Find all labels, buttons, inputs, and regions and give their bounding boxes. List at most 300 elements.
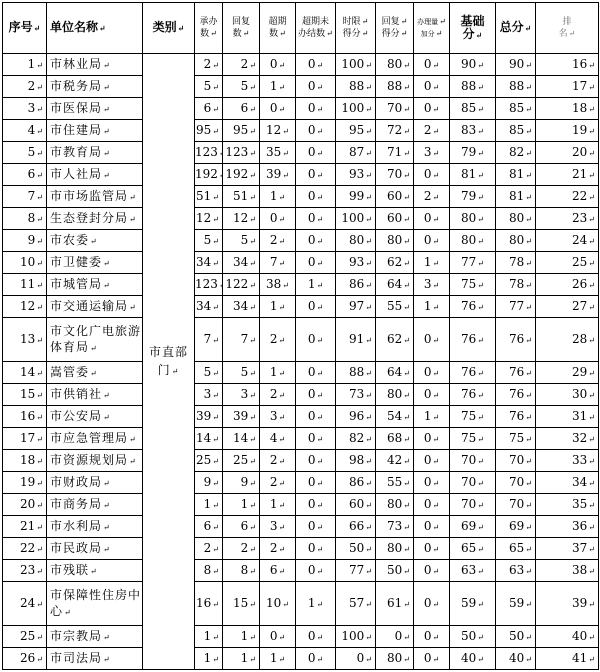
- header-seq: 序号 ↵: [3, 3, 47, 54]
- cell-seq-text: 10 ↵: [20, 255, 43, 269]
- cell-base-text: 70 ↵: [461, 453, 484, 467]
- table-row: [3, 494, 599, 516]
- cell-time-score: [336, 516, 376, 538]
- cell-bonus: [414, 494, 450, 516]
- cell-total: [496, 648, 536, 670]
- table-row: [3, 186, 599, 208]
- cell-base: [450, 230, 496, 252]
- table-row: [3, 318, 599, 362]
- cell-bonus: [414, 406, 450, 428]
- header-bonus: 办理量 ↵ 加分 ↵: [414, 3, 450, 54]
- cell-overdue: [260, 516, 296, 538]
- cell-name: [47, 164, 143, 186]
- cell-name-text: 市税务局 ↵: [50, 79, 111, 93]
- cell-seq: [3, 186, 47, 208]
- cell-bonus: [414, 428, 450, 450]
- cell-total: [496, 142, 536, 164]
- cell-name-text: 市司法局 ↵: [50, 651, 111, 665]
- cell-total-text: 88 ↵: [509, 79, 532, 93]
- cell-time-score-text: 100 ↵: [341, 211, 372, 225]
- cell-reply-score-text: 0 ↵: [395, 629, 410, 643]
- cell-replied: [223, 648, 260, 670]
- cell-replied-text: 34 ↵: [233, 299, 256, 313]
- cell-replied: [223, 164, 260, 186]
- cell-rank-text: 28 ↵: [572, 332, 595, 346]
- cell-reply-score-text: 61 ↵: [387, 596, 410, 610]
- cell-base: [450, 164, 496, 186]
- cell-replied-text: 34 ↵: [233, 255, 256, 269]
- cell-bonus-text: 0 ↵: [424, 233, 439, 247]
- cell-overdue-unfinished-text: 0 ↵: [308, 453, 323, 467]
- cell-reply-score: [376, 384, 414, 406]
- cell-replied: [223, 450, 260, 472]
- cell-reply-score-text: 55 ↵: [387, 475, 410, 489]
- cell-handled: [195, 274, 223, 296]
- cell-replied: [223, 494, 260, 516]
- cell-name: [47, 186, 143, 208]
- cell-name: [47, 428, 143, 450]
- cell-reply-score-text: 60 ↵: [387, 189, 410, 203]
- cell-base: [450, 318, 496, 362]
- cell-overdue-unfinished: [296, 98, 336, 120]
- cell-replied-text: 12 ↵: [233, 211, 256, 225]
- cell-overdue: [260, 538, 296, 560]
- cell-handled-text: 7 ↵: [204, 332, 219, 346]
- cell-time-score-text: 91 ↵: [349, 332, 372, 346]
- cell-seq: [3, 230, 47, 252]
- cell-overdue: [260, 626, 296, 648]
- cell-seq: [3, 252, 47, 274]
- cell-replied: [223, 406, 260, 428]
- cell-replied-text: 5 ↵: [241, 233, 256, 247]
- header-row: [3, 3, 599, 54]
- cell-bonus-text: 0 ↵: [424, 387, 439, 401]
- cell-rank-text: 37 ↵: [572, 541, 595, 555]
- cell-name: [47, 54, 143, 76]
- cell-base: [450, 516, 496, 538]
- cell-name-text: 市民政局 ↵: [50, 541, 111, 555]
- cell-bonus: [414, 362, 450, 384]
- cell-seq: [3, 54, 47, 76]
- cell-name-text: 市应急管理局 ↵: [50, 431, 137, 445]
- cell-name: [47, 76, 143, 98]
- cell-overdue-unfinished-text: 0 ↵: [308, 519, 323, 533]
- cell-seq: [3, 120, 47, 142]
- cell-bonus-text: 0 ↵: [424, 541, 439, 555]
- cell-overdue: [260, 428, 296, 450]
- cell-rank: [536, 648, 599, 670]
- cell-overdue-text: 0 ↵: [270, 629, 285, 643]
- cell-overdue-unfinished: [296, 164, 336, 186]
- cell-overdue: [260, 54, 296, 76]
- cell-replied: [223, 252, 260, 274]
- cell-overdue-text: 39 ↵: [266, 167, 289, 181]
- cell-overdue: [260, 274, 296, 296]
- cell-bonus-text: 0 ↵: [424, 596, 439, 610]
- cell-name-text: 市保障性住房中心 ↵: [50, 588, 141, 618]
- cell-base-text: 79 ↵: [461, 145, 484, 159]
- cell-bonus-text: 3 ↵: [424, 277, 439, 291]
- cell-bonus-text: 0 ↵: [424, 497, 439, 511]
- cell-overdue: [260, 472, 296, 494]
- cell-bonus: [414, 142, 450, 164]
- table-row: [3, 98, 599, 120]
- cell-time-score: [336, 252, 376, 274]
- cell-replied: [223, 384, 260, 406]
- cell-rank: [536, 274, 599, 296]
- cell-reply-score: [376, 450, 414, 472]
- cell-overdue-text: 4 ↵: [270, 431, 285, 445]
- cell-total: [496, 560, 536, 582]
- cell-base: [450, 98, 496, 120]
- cell-overdue: [260, 76, 296, 98]
- scores-table: [2, 2, 599, 670]
- cell-total: [496, 582, 536, 626]
- cell-overdue-text: 2 ↵: [270, 475, 285, 489]
- cell-name-text: 市宗教局 ↵: [50, 629, 111, 643]
- cell-seq-text: 13 ↵: [20, 332, 43, 346]
- cell-bonus: [414, 296, 450, 318]
- cell-rank-text: 20 ↵: [572, 145, 595, 159]
- cell-overdue-unfinished-text: 0 ↵: [308, 563, 323, 577]
- cell-handled: [195, 164, 223, 186]
- cell-reply-score: [376, 142, 414, 164]
- cell-handled-text: 16 ↵: [196, 596, 219, 610]
- cell-name-text: 市公安局 ↵: [50, 409, 111, 423]
- cell-time-score-text: 73 ↵: [349, 387, 372, 401]
- cell-bonus-text: 0 ↵: [424, 519, 439, 533]
- cell-overdue-unfinished-text: 0 ↵: [308, 651, 323, 665]
- cell-rank-text: 30 ↵: [572, 387, 595, 401]
- cell-name: [47, 120, 143, 142]
- cell-replied-text: 15 ↵: [233, 596, 256, 610]
- cell-overdue-unfinished: [296, 142, 336, 164]
- cell-bonus-text: 0 ↵: [424, 629, 439, 643]
- cell-total-text: 76 ↵: [509, 332, 532, 346]
- cell-bonus: [414, 538, 450, 560]
- cell-name-text: 市农委 ↵: [50, 233, 98, 247]
- cell-seq-text: 1 ↵: [28, 57, 43, 71]
- header-handled: 承办 数 ↵: [195, 3, 223, 54]
- cell-total-text: 70 ↵: [509, 497, 532, 511]
- cell-time-score: [336, 54, 376, 76]
- cell-overdue: [260, 142, 296, 164]
- table-row: [3, 626, 599, 648]
- cell-time-score: [336, 472, 376, 494]
- cell-name: [47, 406, 143, 428]
- cell-base-text: 76 ↵: [461, 332, 484, 346]
- cell-time-score: [336, 98, 376, 120]
- cell-reply-score-text: 73 ↵: [387, 519, 410, 533]
- header-category: 类别 ↵: [143, 3, 195, 54]
- cell-base-text: 50 ↵: [461, 629, 484, 643]
- cell-base-text: 65 ↵: [461, 541, 484, 555]
- cell-base-text: 83 ↵: [461, 123, 484, 137]
- cell-rank: [536, 296, 599, 318]
- cell-time-score-text: 66 ↵: [349, 519, 372, 533]
- cell-overdue-unfinished: [296, 54, 336, 76]
- cell-overdue-unfinished-text: 0 ↵: [308, 409, 323, 423]
- cell-total-text: 63 ↵: [509, 563, 532, 577]
- cell-replied-text: 5 ↵: [241, 79, 256, 93]
- cell-time-score: [336, 142, 376, 164]
- cell-replied: [223, 274, 260, 296]
- cell-overdue-unfinished-text: 0 ↵: [308, 365, 323, 379]
- header-reply-score: 回复 ↵ 得分 ↵: [376, 3, 414, 54]
- cell-handled-text: 5 ↵: [204, 233, 219, 247]
- cell-total-text: 76 ↵: [509, 409, 532, 423]
- cell-overdue-unfinished: [296, 648, 336, 670]
- cell-reply-score: [376, 296, 414, 318]
- cell-bonus: [414, 274, 450, 296]
- cell-reply-score-text: 54 ↵: [387, 409, 410, 423]
- cell-handled: [195, 208, 223, 230]
- cell-total-text: 85 ↵: [509, 101, 532, 115]
- cell-reply-score: [376, 406, 414, 428]
- cell-overdue-unfinished: [296, 384, 336, 406]
- cell-seq-text: 18 ↵: [20, 453, 43, 467]
- cell-reply-score-text: 80 ↵: [387, 651, 410, 665]
- cell-replied-text: 7 ↵: [241, 332, 256, 346]
- cell-seq: [3, 362, 47, 384]
- cell-overdue-unfinished: [296, 428, 336, 450]
- cell-name: [47, 472, 143, 494]
- cell-seq-text: 4 ↵: [28, 123, 43, 137]
- header-time-score: 时限 ↵ 得分 ↵: [336, 3, 376, 54]
- cell-reply-score-text: 80 ↵: [387, 497, 410, 511]
- cell-base-text: 70 ↵: [461, 497, 484, 511]
- cell-time-score-text: 99 ↵: [349, 189, 372, 203]
- cell-seq: [3, 582, 47, 626]
- cell-handled-text: 6 ↵: [204, 519, 219, 533]
- cell-replied: [223, 296, 260, 318]
- cell-base: [450, 450, 496, 472]
- cell-reply-score: [376, 582, 414, 626]
- cell-replied-text: 8 ↵: [241, 563, 256, 577]
- cell-overdue-text: 1 ↵: [270, 651, 285, 665]
- cell-reply-score: [376, 120, 414, 142]
- cell-handled: [195, 582, 223, 626]
- cell-rank-text: 31 ↵: [572, 409, 595, 423]
- cell-rank: [536, 252, 599, 274]
- cell-handled-text: 5 ↵: [204, 79, 219, 93]
- cell-seq: [3, 296, 47, 318]
- cell-overdue-text: 2 ↵: [270, 541, 285, 555]
- cell-bonus: [414, 76, 450, 98]
- cell-rank-text: 29 ↵: [572, 365, 595, 379]
- cell-time-score-text: 88 ↵: [349, 365, 372, 379]
- cell-base-text: 88 ↵: [461, 79, 484, 93]
- cell-total: [496, 406, 536, 428]
- cell-handled: [195, 626, 223, 648]
- cell-seq: [3, 428, 47, 450]
- cell-time-score-text: 98 ↵: [349, 453, 372, 467]
- cell-rank-text: 32 ↵: [572, 431, 595, 445]
- cell-overdue-unfinished-text: 0 ↵: [308, 189, 323, 203]
- cell-bonus-text: 0 ↵: [424, 211, 439, 225]
- cell-time-score: [336, 582, 376, 626]
- cell-name: [47, 98, 143, 120]
- cell-bonus-text: 0 ↵: [424, 79, 439, 93]
- cell-handled: [195, 648, 223, 670]
- cell-overdue-unfinished-text: 0 ↵: [308, 101, 323, 115]
- cell-base-text: 76 ↵: [461, 387, 484, 401]
- table-row: [3, 648, 599, 670]
- cell-handled-text: 3 ↵: [204, 387, 219, 401]
- cell-bonus: [414, 230, 450, 252]
- cell-total-text: 75 ↵: [509, 431, 532, 445]
- cell-overdue: [260, 186, 296, 208]
- cell-overdue: [260, 318, 296, 362]
- cell-base: [450, 582, 496, 626]
- cell-base-text: 63 ↵: [461, 563, 484, 577]
- cell-name-text: 嵩管委 ↵: [50, 365, 98, 379]
- cell-overdue-text: 1 ↵: [270, 79, 285, 93]
- cell-seq-text: 3 ↵: [28, 101, 43, 115]
- cell-name: [47, 538, 143, 560]
- cell-total: [496, 428, 536, 450]
- cell-time-score: [336, 494, 376, 516]
- cell-overdue-text: 7 ↵: [270, 255, 285, 269]
- cell-bonus: [414, 120, 450, 142]
- cell-base-text: 75 ↵: [461, 409, 484, 423]
- cell-seq-text: 24 ↵: [20, 596, 43, 610]
- cell-rank: [536, 450, 599, 472]
- cell-name-text: 市供销社 ↵: [50, 387, 111, 401]
- cell-time-score: [336, 450, 376, 472]
- cell-base-text: 79 ↵: [461, 189, 484, 203]
- cell-handled-text: 9 ↵: [204, 475, 219, 489]
- cell-base: [450, 76, 496, 98]
- cell-total-text: 70 ↵: [509, 453, 532, 467]
- cell-total-text: 69 ↵: [509, 519, 532, 533]
- cell-seq: [3, 626, 47, 648]
- cell-overdue-unfinished: [296, 120, 336, 142]
- cell-bonus: [414, 54, 450, 76]
- cell-handled: [195, 516, 223, 538]
- cell-reply-score-text: 80 ↵: [387, 541, 410, 555]
- cell-replied-text: 1 ↵: [241, 651, 256, 665]
- cell-overdue-text: 6 ↵: [270, 563, 285, 577]
- cell-reply-score: [376, 472, 414, 494]
- cell-overdue-unfinished: [296, 252, 336, 274]
- cell-handled: [195, 252, 223, 274]
- cell-base: [450, 120, 496, 142]
- cell-name: [47, 296, 143, 318]
- cell-base-text: 80 ↵: [461, 233, 484, 247]
- cell-bonus: [414, 186, 450, 208]
- cell-replied-text: 2 ↵: [241, 541, 256, 555]
- cell-overdue: [260, 164, 296, 186]
- cell-seq-text: 12 ↵: [20, 299, 43, 313]
- cell-name: [47, 494, 143, 516]
- cell-overdue-text: 2 ↵: [270, 233, 285, 247]
- cell-replied-text: 9 ↵: [241, 475, 256, 489]
- cell-rank: [536, 582, 599, 626]
- cell-overdue-unfinished: [296, 450, 336, 472]
- cell-overdue-text: 1 ↵: [270, 299, 285, 313]
- cell-bonus-text: 1 ↵: [424, 409, 439, 423]
- cell-rank: [536, 120, 599, 142]
- cell-replied-text: 1 ↵: [241, 629, 256, 643]
- cell-total: [496, 164, 536, 186]
- cell-bonus-text: 3 ↵: [424, 145, 439, 159]
- cell-time-score: [336, 76, 376, 98]
- cell-total: [496, 538, 536, 560]
- cell-time-score: [336, 230, 376, 252]
- cell-overdue-unfinished-text: 1 ↵: [308, 596, 323, 610]
- cell-total-text: 82 ↵: [509, 145, 532, 159]
- cell-rank-text: 38 ↵: [572, 563, 595, 577]
- cell-total-text: 50 ↵: [509, 629, 532, 643]
- cell-reply-score-text: 50 ↵: [387, 563, 410, 577]
- table-row: [3, 516, 599, 538]
- cell-reply-score: [376, 208, 414, 230]
- cell-base: [450, 252, 496, 274]
- cell-base: [450, 560, 496, 582]
- cell-bonus: [414, 98, 450, 120]
- cell-total-text: 78 ↵: [509, 277, 532, 291]
- cell-overdue-text: 3 ↵: [270, 519, 285, 533]
- cell-name-text: 生态登封分局 ↵: [50, 211, 137, 225]
- cell-rank: [536, 384, 599, 406]
- cell-overdue: [260, 98, 296, 120]
- cell-time-score-text: 80 ↵: [349, 233, 372, 247]
- cell-time-score: [336, 384, 376, 406]
- cell-rank: [536, 230, 599, 252]
- cell-overdue-text: 0 ↵: [270, 57, 285, 71]
- cell-handled-text: 192 ↵: [195, 167, 223, 181]
- cell-overdue-text: 2 ↵: [270, 453, 285, 467]
- cell-time-score-text: 93 ↵: [349, 167, 372, 181]
- cell-reply-score-text: 72 ↵: [387, 123, 410, 137]
- cell-base: [450, 494, 496, 516]
- cell-bonus-text: 0 ↵: [424, 563, 439, 577]
- cell-replied: [223, 538, 260, 560]
- cell-base-text: 70 ↵: [461, 475, 484, 489]
- cell-rank: [536, 560, 599, 582]
- cell-base-text: 80 ↵: [461, 211, 484, 225]
- cell-base-text: 76 ↵: [461, 365, 484, 379]
- cell-name-text: 市资源规划局 ↵: [50, 453, 137, 467]
- cell-name: [47, 626, 143, 648]
- cell-reply-score: [376, 538, 414, 560]
- cell-overdue-text: 0 ↵: [270, 101, 285, 115]
- cell-seq-text: 2 ↵: [28, 79, 43, 93]
- cell-rank-text: 23 ↵: [572, 211, 595, 225]
- cell-seq: [3, 450, 47, 472]
- cell-overdue-unfinished-text: 0 ↵: [308, 497, 323, 511]
- cell-seq: [3, 142, 47, 164]
- header-base: 基础 分 ↵: [450, 3, 496, 54]
- cell-rank: [536, 208, 599, 230]
- cell-bonus: [414, 582, 450, 626]
- cell-rank: [536, 538, 599, 560]
- cell-overdue: [260, 648, 296, 670]
- cell-name: [47, 362, 143, 384]
- cell-base-text: 59 ↵: [461, 596, 484, 610]
- cell-bonus: [414, 626, 450, 648]
- cell-reply-score: [376, 230, 414, 252]
- table-row: [3, 274, 599, 296]
- cell-rank: [536, 626, 599, 648]
- cell-overdue: [260, 362, 296, 384]
- cell-overdue: [260, 296, 296, 318]
- table-row: [3, 362, 599, 384]
- cell-overdue-text: 1 ↵: [270, 497, 285, 511]
- cell-handled: [195, 120, 223, 142]
- cell-handled-text: 1 ↵: [204, 651, 219, 665]
